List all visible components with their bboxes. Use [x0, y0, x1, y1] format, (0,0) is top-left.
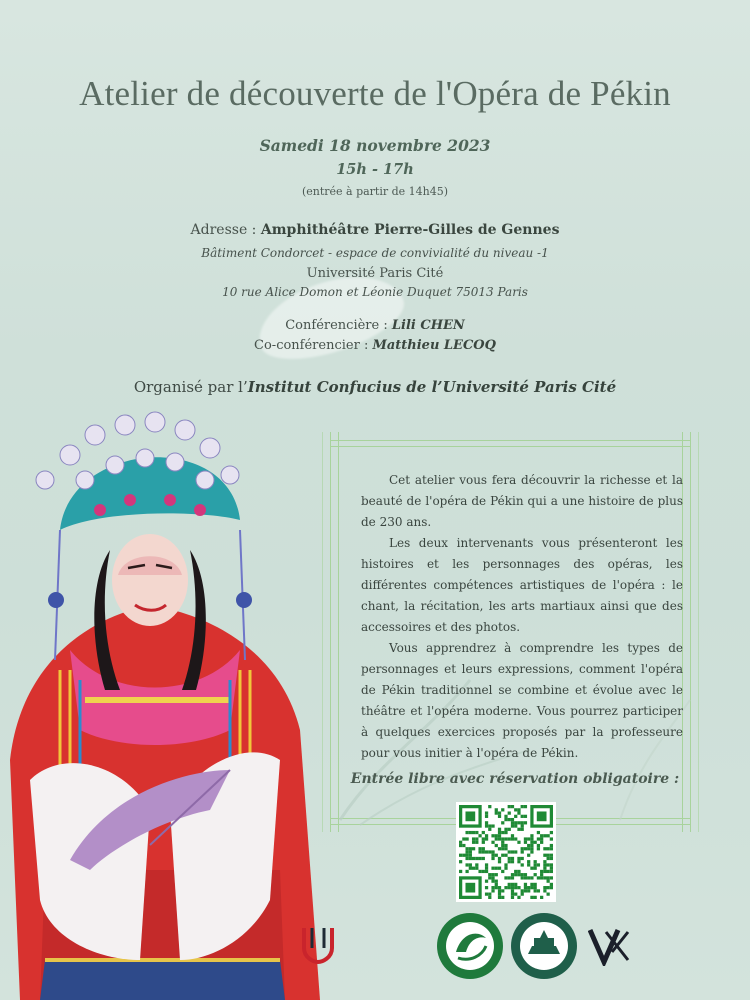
organizer-name: Institut Confucius de l’Université Paris Cité	[247, 378, 617, 396]
description-paragraph-1: Cet atelier vous fera découvrir la richesse et la beauté de l'opéra de Pékin qui a une histoire de plus de 230 ans.	[361, 473, 683, 529]
organizer-line	[0, 378, 750, 396]
address-label: Adresse :	[190, 222, 261, 238]
page-title: Atelier de découverte de l'Opéra de Pékin	[79, 74, 671, 113]
wuhan-university-logo-icon	[510, 912, 578, 980]
event-hours: 15h - 17h	[336, 161, 414, 178]
address-street: 10 rue Alice Domon et Léonie Duquet 75013 Paris	[222, 285, 528, 299]
co-lecturer-label: Co-conférencier :	[254, 338, 373, 353]
co-lecturer-name: Matthieu LECOQ	[372, 338, 496, 353]
qr-code-icon	[459, 805, 553, 899]
frame-line-top-inner	[330, 446, 690, 447]
address-university: Université Paris Cité	[306, 266, 444, 281]
description-paragraph-2: Les deux intervenants vous présenteront les histoires et les personnages des opéras, les différentes compétences artistiques de l'opéra : le chant, la récitation, les arts martiaux ainsi que des accessoires et des photos.	[361, 536, 683, 634]
lecturer-line	[0, 318, 750, 333]
lecturer-name: Lili CHEN	[391, 318, 465, 333]
address-building: Bâtiment Condorcet - espace de convivialité du niveau -1	[201, 246, 549, 260]
frame-line-top	[330, 440, 690, 441]
reservation-notice: Entrée libre avec réservation obligatoire :	[350, 771, 680, 787]
lecturer-label: Conférencière :	[285, 318, 392, 333]
vent-orient-occident-logo-icon	[588, 926, 632, 966]
address-venue-line	[0, 222, 750, 238]
entry-time: (entrée à partir de 14h45)	[301, 185, 449, 198]
description-text	[361, 470, 683, 764]
confucius-institute-logo-icon	[436, 912, 504, 980]
event-date: Samedi 18 novembre 2023	[259, 136, 491, 155]
venue-name: Amphithéâtre Pierre-Gilles de Gennes	[260, 222, 560, 238]
co-lecturer-line	[0, 338, 750, 353]
reservation-qr-code[interactable]	[456, 802, 556, 902]
opera-performer-image	[0, 400, 320, 1000]
partner-logos	[298, 912, 738, 982]
organizer-label: Organisé par l’	[133, 378, 248, 396]
description-paragraph-3: Vous apprendrez à comprendre les types de personnages et leurs expressions, comment l'opéra de Pékin traditionnel se combine et évolue avec le théâtre et l'opéra moderne. Vous pourrez participer à quelques exercices proposés par la professeure pour vous initier à l'opéra de Pékin.	[361, 641, 683, 760]
upc-logo-icon	[298, 924, 340, 966]
